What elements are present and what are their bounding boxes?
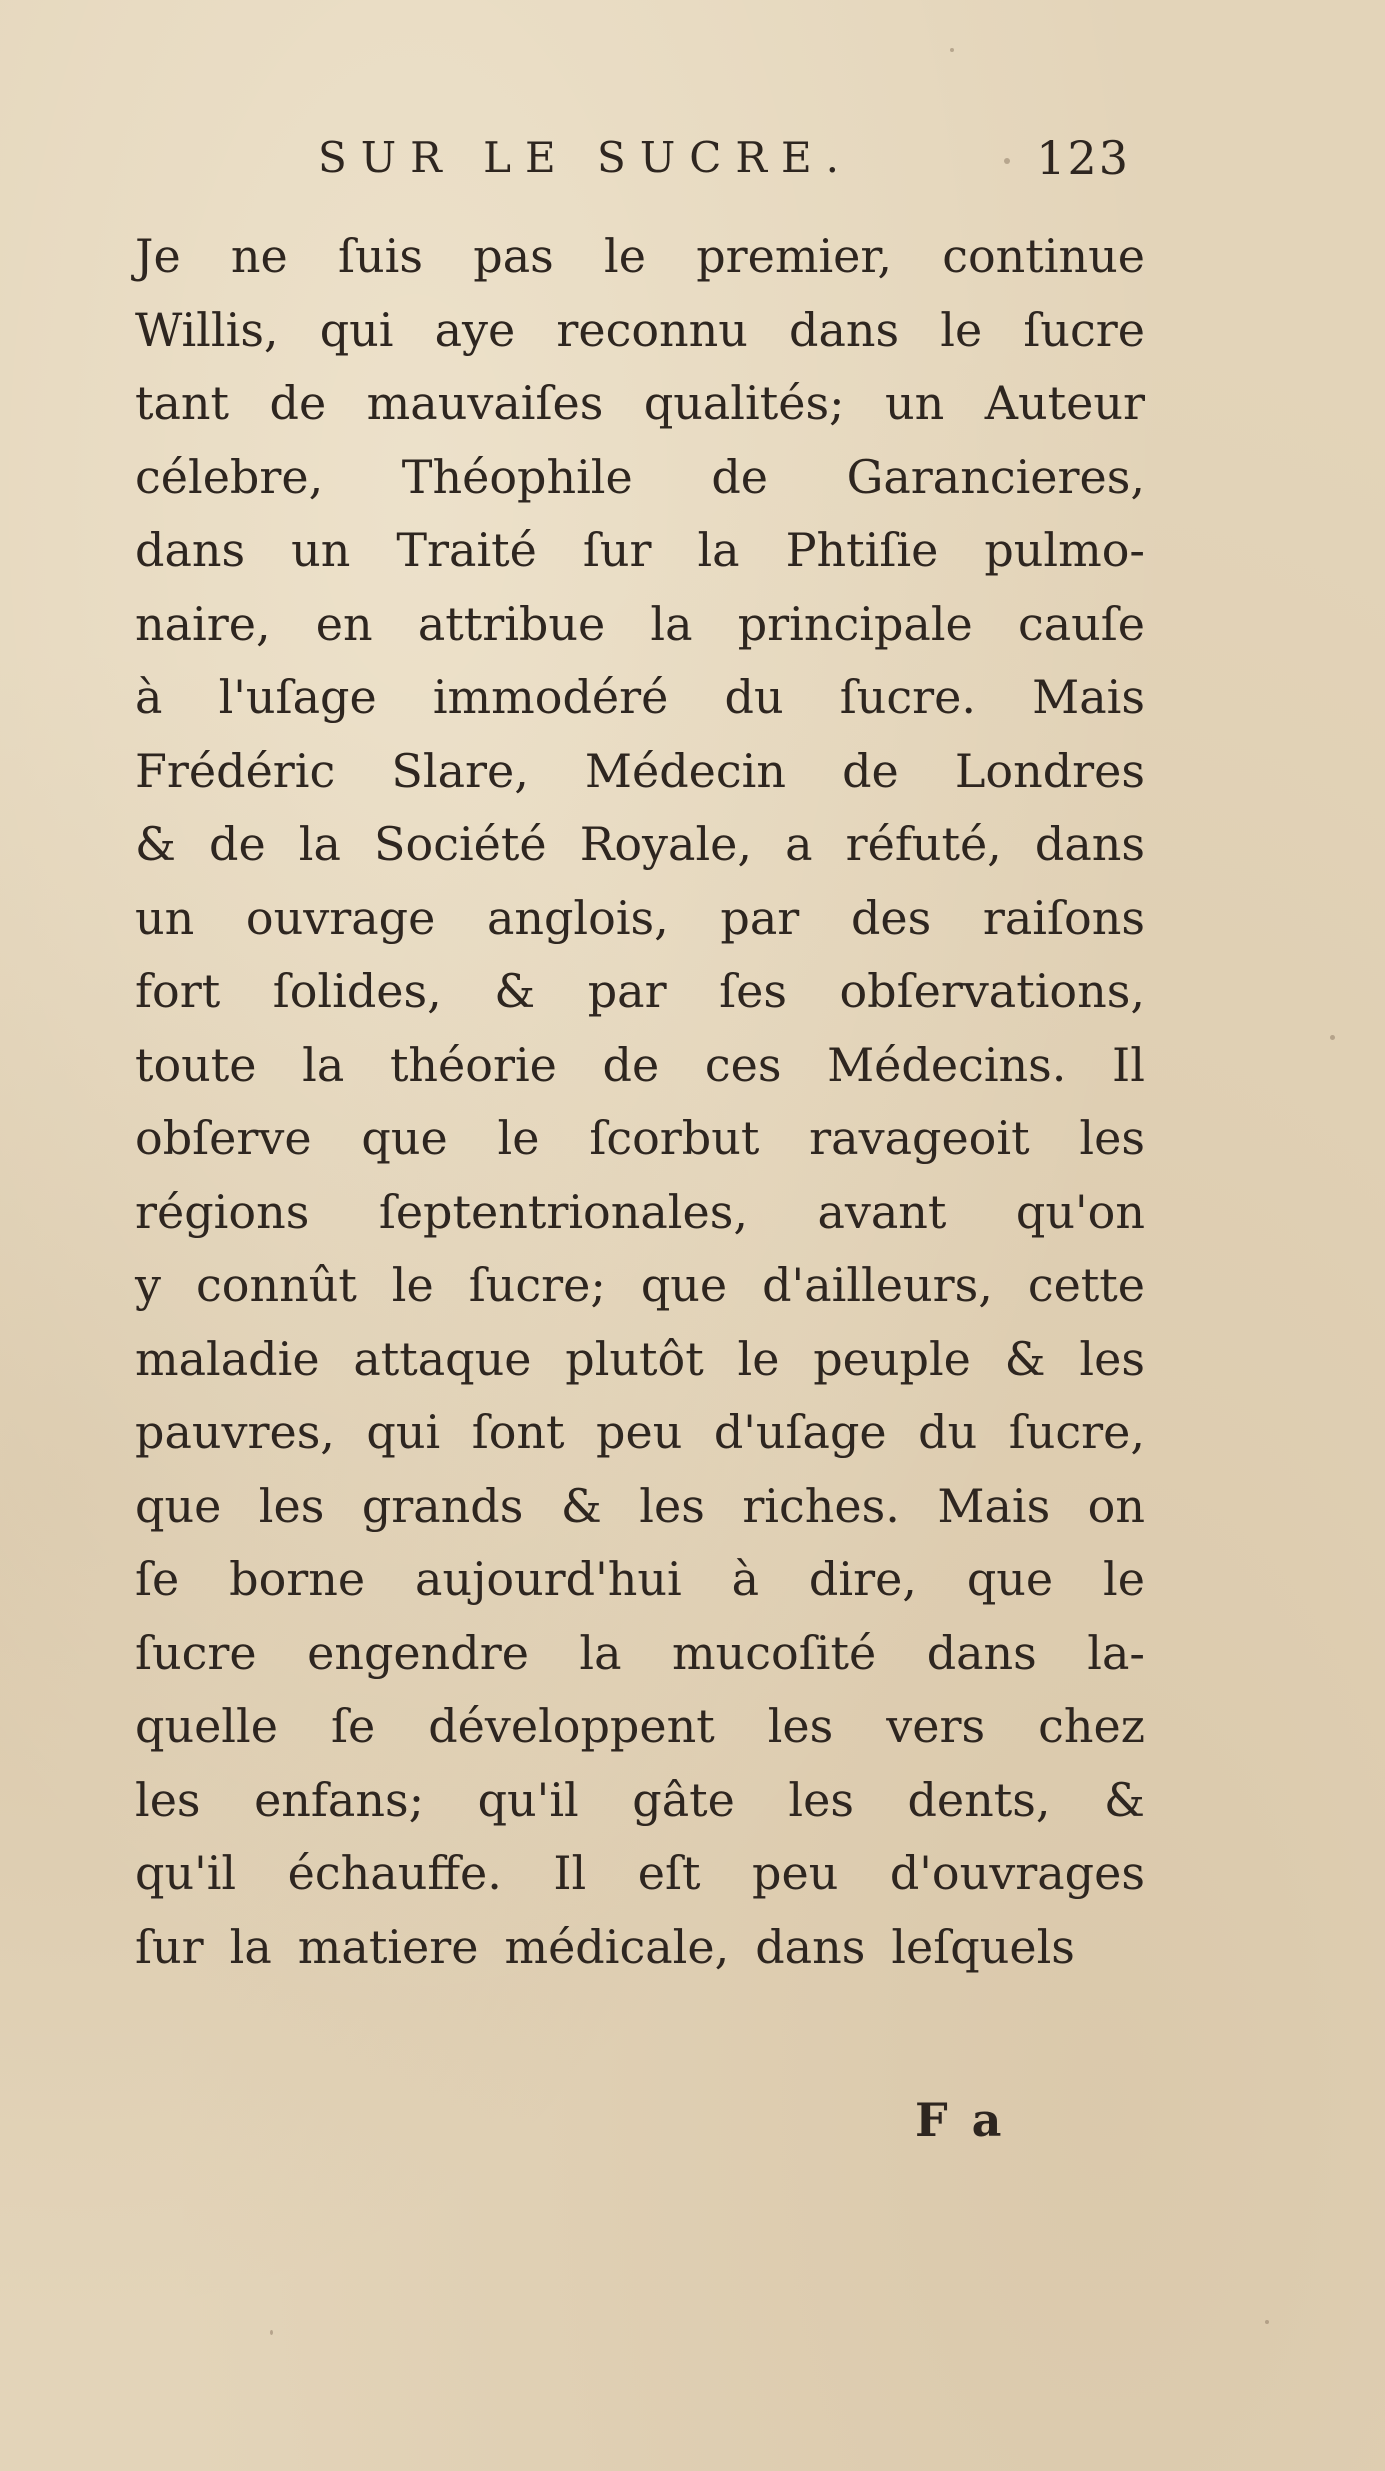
- word: le: [940, 302, 983, 357]
- word: quelle: [135, 1699, 278, 1753]
- word: &: [1004, 1331, 1046, 1386]
- word: de: [711, 449, 769, 504]
- word: dents,: [907, 1772, 1051, 1827]
- word: ſcorbut: [589, 1111, 760, 1165]
- word: Willis,: [135, 302, 279, 357]
- word: le: [391, 1258, 434, 1312]
- word: &: [1103, 1772, 1145, 1827]
- word: Il: [1112, 1037, 1145, 1092]
- word: de: [602, 1037, 660, 1092]
- word: Théophile: [401, 449, 633, 504]
- word: riches.: [742, 1478, 900, 1533]
- word: ſucre: [135, 1625, 257, 1680]
- word: raiſons: [982, 890, 1145, 945]
- word: de: [842, 743, 899, 798]
- word: dans: [926, 1625, 1037, 1680]
- word: ſes: [719, 964, 787, 1018]
- word: Auteur: [984, 376, 1145, 430]
- word: ſucre,: [1008, 1405, 1145, 1459]
- word: les: [767, 1699, 834, 1753]
- word: d'ailleurs,: [762, 1258, 993, 1312]
- word: maladie: [135, 1331, 320, 1386]
- word: ne: [230, 229, 288, 283]
- word: plutôt: [565, 1331, 704, 1386]
- word: borne: [229, 1552, 366, 1606]
- word: fort: [135, 964, 221, 1018]
- text-line: [135, 882, 1145, 956]
- word: ravageoit: [809, 1111, 1030, 1165]
- word: avant: [817, 1184, 947, 1239]
- word: le: [1103, 1552, 1145, 1606]
- text-line: [135, 1617, 1145, 1691]
- word: que: [361, 1111, 448, 1165]
- word: mauvaiſes: [366, 376, 604, 430]
- word: Londres: [954, 743, 1145, 798]
- word: ſolides,: [272, 964, 442, 1018]
- word: &: [560, 1478, 602, 1533]
- word: d'ouvrages: [889, 1846, 1145, 1900]
- word: ſur: [135, 1919, 204, 1974]
- word: la: [697, 523, 740, 577]
- paper-speck: [1004, 158, 1010, 164]
- word: Slare,: [391, 743, 529, 798]
- word: un: [135, 890, 195, 945]
- word: aujourd'hui: [415, 1552, 682, 1606]
- word: qu'on: [1015, 1184, 1145, 1239]
- word: les: [1079, 1111, 1145, 1165]
- text-line: [135, 955, 1145, 1029]
- word: la: [579, 1625, 622, 1680]
- word: chez: [1038, 1699, 1145, 1753]
- word: qui: [319, 302, 394, 357]
- word: Je: [135, 229, 181, 283]
- word: de: [269, 376, 327, 430]
- catchword: F a: [915, 2093, 1006, 2147]
- word: Médecins.: [827, 1037, 1067, 1092]
- word: ces: [704, 1037, 782, 1092]
- word: mucoſité: [672, 1625, 877, 1680]
- word: des: [850, 890, 932, 945]
- word: ſuis: [338, 229, 424, 283]
- word: leſquels: [891, 1919, 1075, 1974]
- word: connût: [195, 1258, 357, 1312]
- word: qu'il: [135, 1846, 237, 1900]
- word: Médecin: [584, 743, 786, 798]
- word: enfans;: [254, 1772, 425, 1827]
- word: la-: [1087, 1625, 1145, 1680]
- word: que: [135, 1478, 222, 1533]
- word: à: [135, 670, 163, 724]
- word: reconnu: [556, 302, 748, 357]
- word: que: [966, 1552, 1054, 1606]
- text-line: [135, 1102, 1145, 1176]
- text-line: [135, 1396, 1145, 1470]
- word: ſe: [135, 1552, 180, 1606]
- word: a: [785, 817, 813, 871]
- word: le: [737, 1331, 780, 1386]
- text-line: [135, 1470, 1145, 1544]
- word: Royale,: [579, 817, 753, 871]
- word: le: [497, 1111, 540, 1165]
- word: Frédéric: [135, 743, 336, 798]
- word: Phtiſie: [785, 523, 939, 577]
- word: continue: [942, 229, 1145, 283]
- word: principale: [737, 596, 973, 651]
- word: la: [302, 1037, 345, 1092]
- word: immodéré: [432, 670, 669, 724]
- word: les: [135, 1772, 201, 1827]
- word: Mais: [1032, 670, 1145, 724]
- word: réfuté,: [845, 817, 1002, 871]
- text-line: [135, 441, 1145, 515]
- text-line: [135, 514, 1145, 588]
- word: obſerve: [135, 1111, 312, 1165]
- running-head-title: SUR LE SUCRE.: [318, 133, 853, 182]
- word: médicale,: [504, 1919, 730, 1974]
- text-line: [135, 1029, 1145, 1103]
- word: Mais: [937, 1478, 1051, 1533]
- word: du: [918, 1405, 978, 1459]
- page-number: 123: [1036, 131, 1130, 185]
- paper-speck: [270, 2330, 273, 2335]
- word: premier,: [696, 229, 892, 283]
- text-line: [135, 220, 1145, 294]
- text-line: [135, 294, 1145, 368]
- word: dans: [755, 1919, 866, 1974]
- word: dans: [135, 523, 246, 577]
- text-line: [135, 661, 1145, 735]
- text-line: [135, 808, 1145, 882]
- word: anglois,: [486, 890, 669, 945]
- word: cauſe: [1017, 596, 1145, 651]
- word: toute: [135, 1037, 257, 1092]
- text-line: [135, 1690, 1145, 1764]
- word: ouvrage: [245, 890, 436, 945]
- paper-speck: [1330, 1035, 1335, 1040]
- text-line: [135, 1249, 1145, 1323]
- word: Société: [374, 817, 547, 871]
- word: peu: [752, 1846, 839, 1900]
- word: on: [1087, 1478, 1145, 1533]
- word: que: [640, 1258, 728, 1312]
- word: tant: [135, 376, 230, 430]
- text-line: [135, 735, 1145, 809]
- word: qu'il: [477, 1772, 579, 1827]
- text-line: [135, 1543, 1145, 1617]
- word: dans: [1034, 817, 1145, 871]
- word: pas: [473, 229, 554, 283]
- word: ſeptentrionales,: [378, 1184, 748, 1239]
- word: &: [135, 817, 176, 871]
- word: célebre,: [135, 449, 324, 504]
- word: dire,: [808, 1552, 917, 1606]
- word: dans: [789, 302, 900, 357]
- text-line: [135, 588, 1145, 662]
- word: qui: [366, 1405, 441, 1459]
- word: attribue: [417, 596, 606, 651]
- word: grands: [361, 1478, 524, 1533]
- word: ſur: [582, 523, 652, 577]
- paper-speck: [950, 48, 954, 52]
- word: du: [724, 670, 784, 724]
- word: un: [885, 376, 945, 430]
- text-line: [135, 1323, 1145, 1397]
- word: le: [604, 229, 646, 283]
- text-line: [135, 1764, 1145, 1838]
- word: &: [494, 964, 536, 1018]
- word: en: [315, 596, 373, 651]
- word: les: [258, 1478, 325, 1533]
- word: gâte: [632, 1772, 735, 1827]
- word: régions: [135, 1184, 310, 1239]
- word: vers: [886, 1699, 986, 1753]
- word: un: [291, 523, 351, 577]
- word: cette: [1027, 1258, 1145, 1312]
- word: Traité: [396, 523, 537, 577]
- word: la: [298, 817, 341, 871]
- word: la: [650, 596, 693, 651]
- word: les: [1079, 1331, 1145, 1386]
- word: matiere: [297, 1919, 479, 1974]
- text-line: [135, 1837, 1145, 1911]
- word: échauffe.: [287, 1846, 502, 1900]
- word: naire,: [135, 596, 271, 651]
- word: Il: [553, 1846, 587, 1900]
- word: l'uſage: [218, 670, 377, 724]
- text-line: [135, 367, 1145, 441]
- word: engendre: [307, 1625, 529, 1680]
- word: eſt: [637, 1846, 701, 1900]
- word: à: [731, 1552, 760, 1606]
- word: les: [639, 1478, 705, 1533]
- word: de: [209, 817, 266, 871]
- word: par: [587, 964, 667, 1018]
- text-line: [135, 1911, 1145, 1985]
- word: par: [720, 890, 800, 945]
- word: ſucre.: [839, 670, 976, 724]
- word: ſont: [471, 1405, 565, 1459]
- word: pauvres,: [135, 1405, 335, 1459]
- paper-speck: [1265, 2320, 1269, 2324]
- text-line: [135, 1176, 1145, 1250]
- word: peuple: [813, 1331, 971, 1386]
- word: pulmo-: [984, 523, 1145, 577]
- word: d'uſage: [713, 1405, 887, 1459]
- word: les: [788, 1772, 854, 1827]
- word: la: [229, 1919, 272, 1974]
- word: qualités;: [643, 376, 845, 430]
- word: ſe: [330, 1699, 376, 1753]
- word: développent: [428, 1699, 715, 1753]
- word: obſervations,: [839, 964, 1145, 1018]
- body-text: [135, 220, 1145, 1984]
- word: ſucre;: [468, 1258, 606, 1312]
- word: Garancieres,: [846, 449, 1145, 504]
- word: peu: [596, 1405, 683, 1459]
- word: théorie: [389, 1037, 557, 1092]
- word: y: [135, 1258, 161, 1312]
- word: ſucre: [1023, 302, 1145, 357]
- word: aye: [434, 302, 516, 357]
- word: attaque: [353, 1331, 532, 1386]
